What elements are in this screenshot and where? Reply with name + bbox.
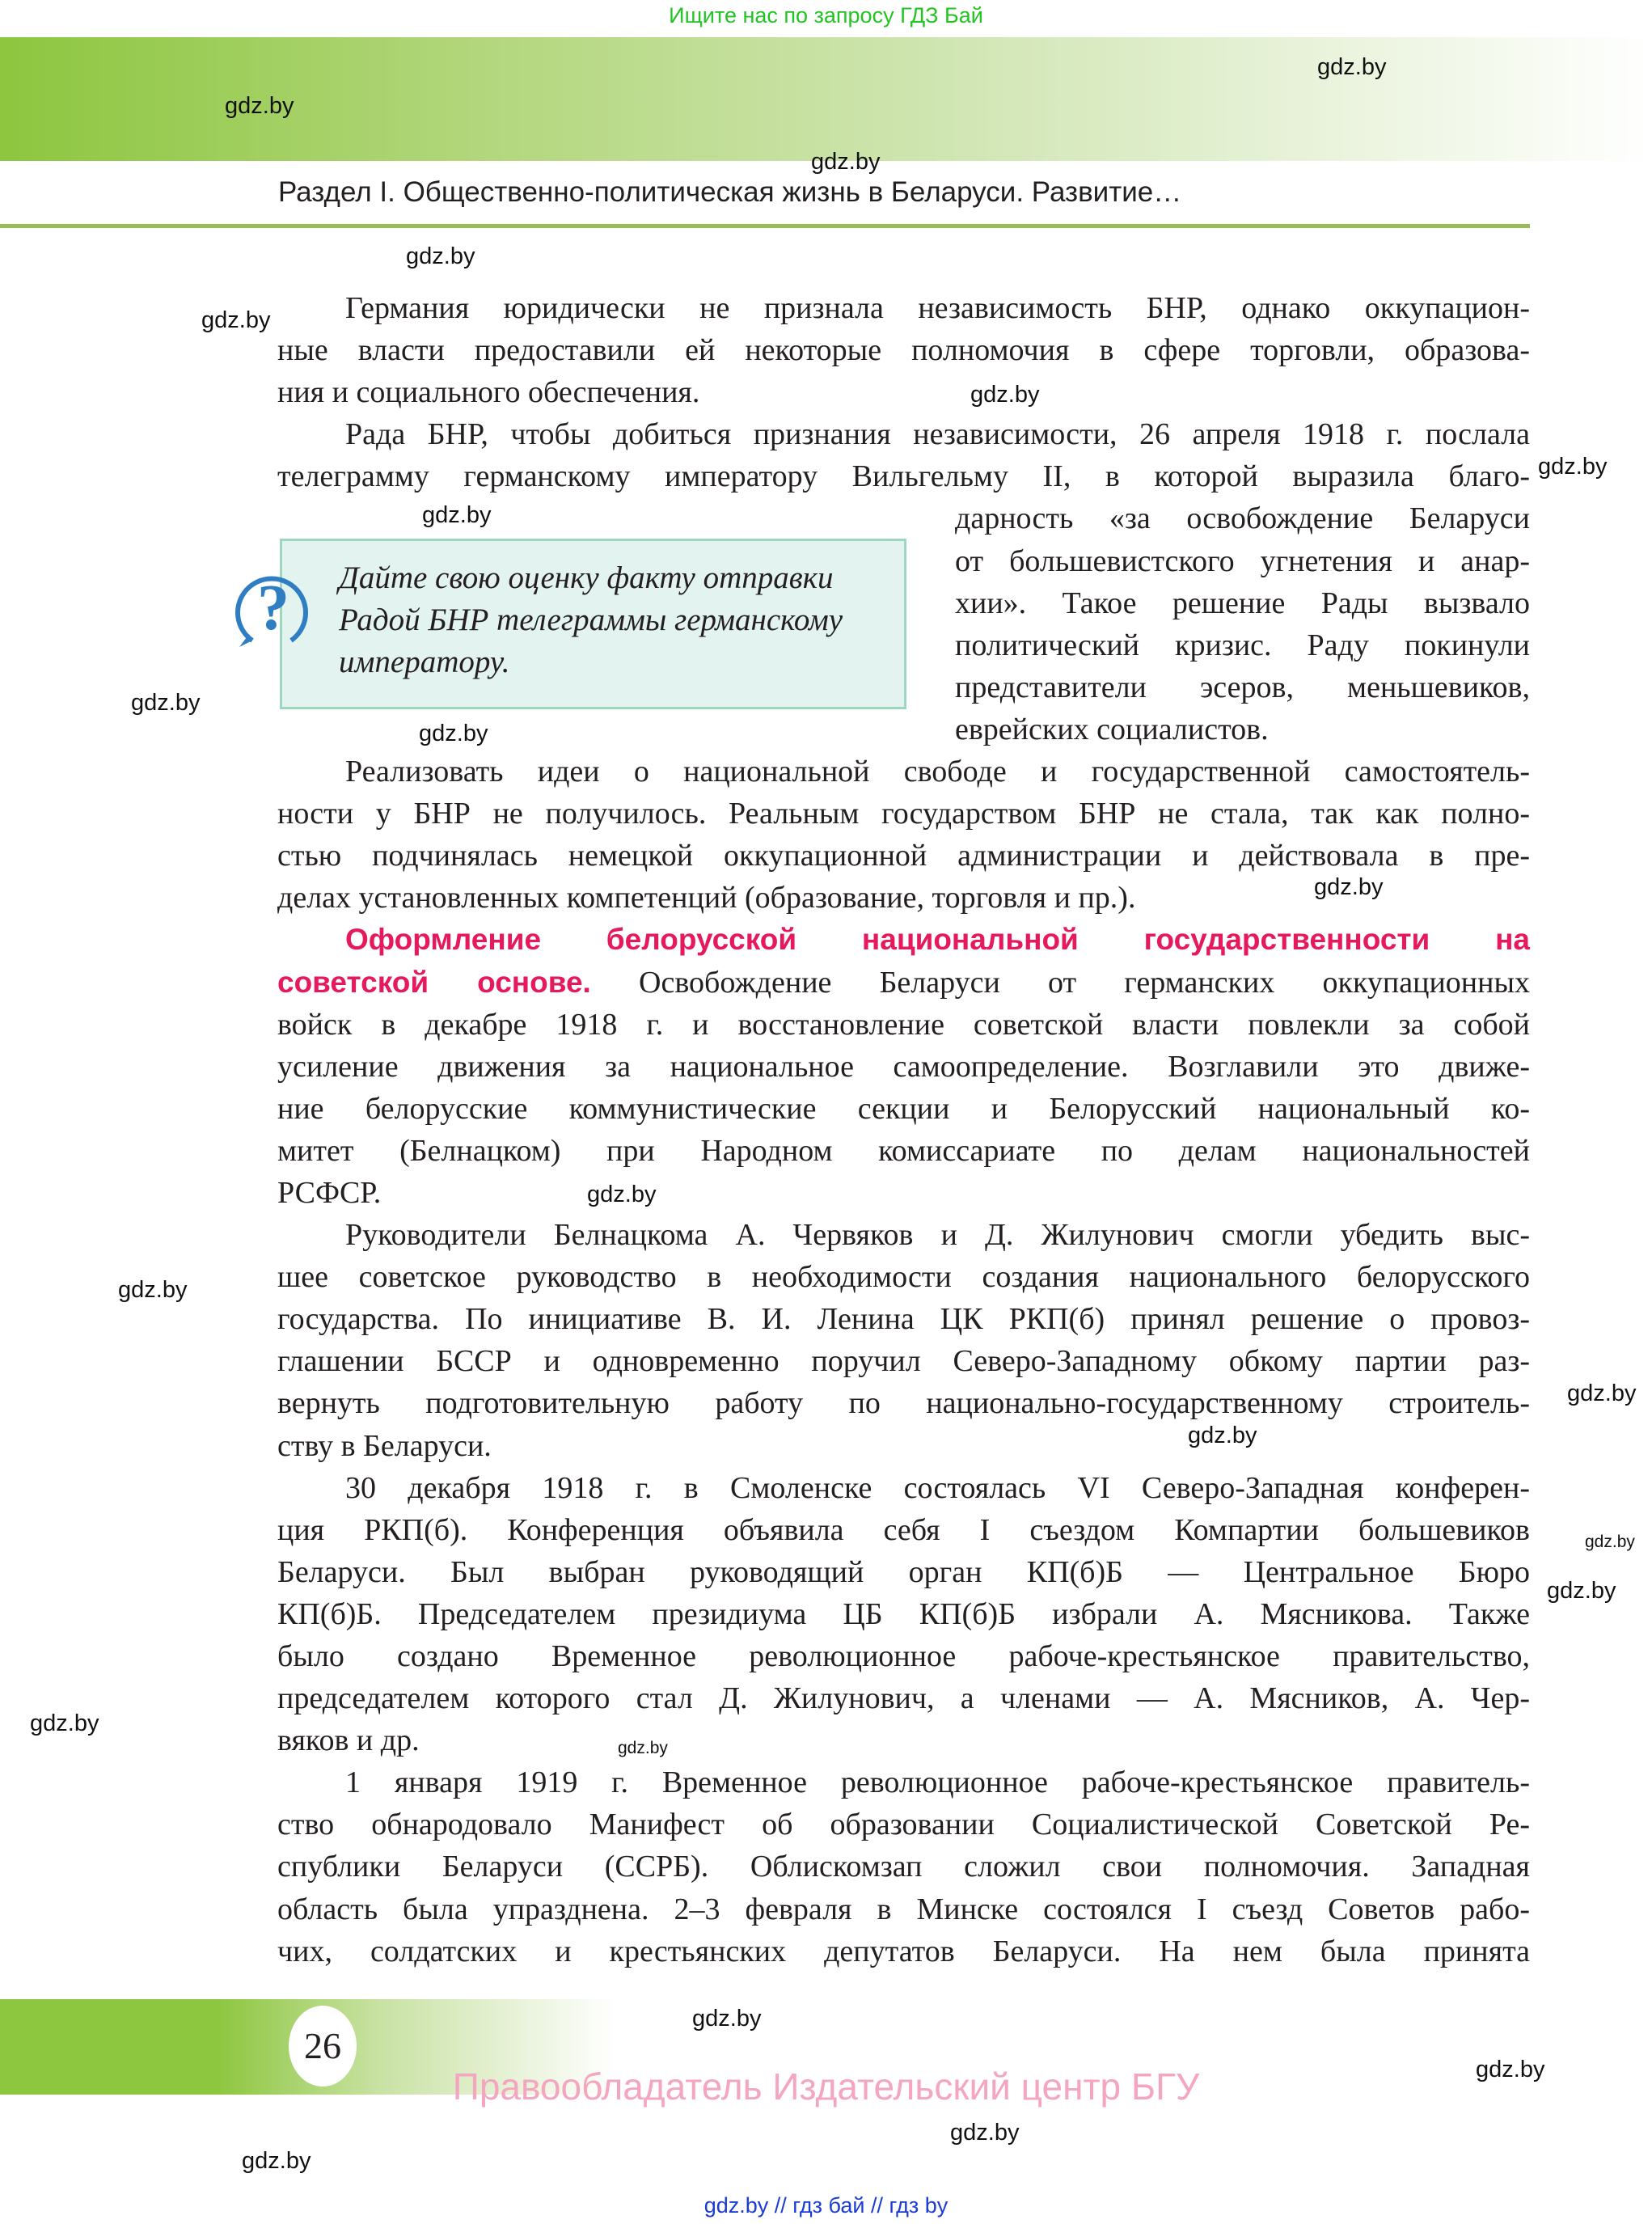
text-line: ния и социального обеспечения. <box>277 375 700 410</box>
text-line: политический кризис. Раду покинули <box>955 628 1530 662</box>
text-line: Беларуси. Был выбран руководящий орган КП(б)Б — Центральное Бюро <box>277 1554 1530 1589</box>
text-line: спублики Беларуси (ССРБ). Облискомзап сложил свои полномочия. Западная <box>277 1850 1530 1884</box>
gdz-watermark: gdz.by <box>1317 54 1387 80</box>
text-line: представители эсеров, меньшевиков, <box>955 670 1530 704</box>
text-line: 30 декабря 1918 г. в Смоленске состоялась VI Северо-Западная конферен- <box>345 1470 1530 1505</box>
text-line: шее советское руководство в необходимости создания национального белорусского <box>277 1260 1530 1295</box>
text-line: КП(б)Б. Председателем президиума ЦБ КП(б)Б избрали А. Мясникова. Также <box>277 1596 1530 1631</box>
text-line: чих, солдатских и крестьянских депутатов Беларуси. На нем была принята <box>277 1934 1530 1968</box>
text-line: ности у БНР не получилось. Реальным государством БНР не стала, так как полно- <box>277 797 1530 831</box>
site-links[interactable]: gdz.by // гдз бай // гдз by <box>703 2193 949 2218</box>
text-line: вяков и др. <box>277 1723 420 1758</box>
text-line: ние белорусские коммунистические секции и Белорусский национальный ко- <box>277 1091 1530 1126</box>
text-line: РСФСР. <box>277 1175 382 1210</box>
text-line <box>277 919 1530 961</box>
text-line: хии». Такое решение Рады вызвало <box>955 586 1530 620</box>
gdz-watermark: gdz.by <box>1188 1423 1257 1448</box>
text-line: Рада БНР, чтобы добиться признания независимости, 26 апреля 1918 г. послала <box>345 417 1530 452</box>
gdz-watermark: gdz.by <box>118 1277 188 1303</box>
text-line: вернуть подготовительную работу по национально-государственному строитель- <box>277 1386 1530 1421</box>
gdz-watermark: gdz.by <box>1567 1380 1637 1406</box>
gdz-watermark: gdz.by <box>422 502 492 528</box>
text-line: Реализовать идеи о национальной свободе и государственной самостоятель- <box>345 755 1530 789</box>
text-line: 1 января 1919 г. Временное революционное рабоче-крестьянское правитель- <box>345 1765 1530 1800</box>
text-segment: Освобождение Беларуси от германских оккупационных <box>590 965 1530 1000</box>
body-text <box>277 287 1530 1972</box>
text-line: ные власти предоставили ей некоторые полномочия в сфере торговли, образова- <box>277 333 1530 368</box>
text-line: делах установленных компетенций (образование, торговля и пр.). <box>277 881 1136 915</box>
section-title: Раздел I. Общественно-политическая жизнь в Беларуси. Развитие… <box>278 176 1182 208</box>
gdz-watermark: gdz.by <box>1314 874 1384 900</box>
gdz-watermark: gdz.by <box>618 1739 668 1757</box>
section-heading: Оформление белорусской национальной государственности на <box>345 923 1530 957</box>
text-line: председателем которого стал Д. Жилунович, а членами — А. Мясников, А. Чер- <box>277 1681 1530 1716</box>
text-line: было создано Временное революционное рабоче-крестьянское правительство, <box>277 1639 1530 1673</box>
gdz-watermark: gdz.by <box>950 2120 1020 2146</box>
text-line: глашении БССР и одновременно поручил Северо-Западному обкому партии раз- <box>277 1344 1530 1379</box>
gdz-watermark: gdz.by <box>1585 1533 1635 1551</box>
gdz-watermark: gdz.by <box>225 93 294 119</box>
gdz-watermark: gdz.by <box>131 690 201 716</box>
page-number: 26 <box>289 2006 357 2087</box>
svg-text:?: ? <box>257 573 289 644</box>
header-divider <box>0 224 1530 228</box>
section-heading: советской основе. <box>277 965 591 999</box>
question-text: Дайте свою оценку факту отправки Радой БНР телеграммы германскому императору. <box>339 560 843 679</box>
gdz-watermark: gdz.by <box>406 243 475 269</box>
gdz-watermark: gdz.by <box>201 307 271 333</box>
text-line: дарность «за освобождение Беларуси <box>955 501 1530 536</box>
text-line: телеграмму германскому императору Вильгельму II, в которой выразила благо- <box>277 459 1530 494</box>
gdz-watermark: gdz.by <box>811 149 881 175</box>
gdz-watermark: gdz.by <box>970 382 1040 408</box>
gdz-watermark: gdz.by <box>1538 454 1608 480</box>
text-line: государства. По инициативе В. И. Ленина ЦК РКП(б) принял решение о провоз- <box>277 1302 1530 1337</box>
text-line: Германия юридически не признала независимость БНР, однако оккупацион- <box>345 291 1530 325</box>
copyright-watermark: Правообладатель Издательский центр БГУ <box>452 2065 1200 2108</box>
text-line <box>277 962 1530 1004</box>
text-line: еврейских социалистов. <box>955 712 1269 746</box>
gdz-watermark: gdz.by <box>242 2148 311 2174</box>
gdz-watermark: gdz.by <box>1547 1578 1616 1604</box>
gdz-watermark: gdz.by <box>30 1710 99 1736</box>
text-line: ция РКП(б). Конференция объявила себя I съездом Компартии большевиков <box>277 1512 1530 1547</box>
text-line: Руководители Белнацкома А. Червяков и Д. Жилунович смогли убедить выс- <box>345 1218 1530 1253</box>
gdz-watermark: gdz.by <box>419 721 488 746</box>
text-line: стью подчинялась немецкой оккупационной администрации и действовала в пре- <box>277 839 1530 873</box>
gdz-watermark: gdz.by <box>587 1182 657 1207</box>
gdz-watermark: gdz.by <box>692 2006 762 2032</box>
gdz-watermark: gdz.by <box>1476 2057 1545 2082</box>
search-hint: Ищите нас по запросу ГДЗ Бай <box>669 3 983 27</box>
text-line: область была упразднена. 2–3 февраля в Минске состоялся I съезд Советов рабо- <box>277 1892 1530 1926</box>
text-line: ство обнародовало Манифест об образовании Социалистической Советской Ре- <box>277 1808 1530 1842</box>
text-line: усиление движения за национальное самоопределение. Возглавили это движе- <box>277 1049 1530 1084</box>
text-line: войск в декабре 1918 г. и восстановление советской власти повлекли за собой <box>277 1007 1530 1042</box>
text-line: от большевистского угнетения и анар- <box>955 543 1530 578</box>
text-line: митет (Белнацком) при Народном комиссариате по делам национальностей <box>277 1133 1530 1168</box>
text-line: ству в Беларуси. <box>277 1428 492 1463</box>
